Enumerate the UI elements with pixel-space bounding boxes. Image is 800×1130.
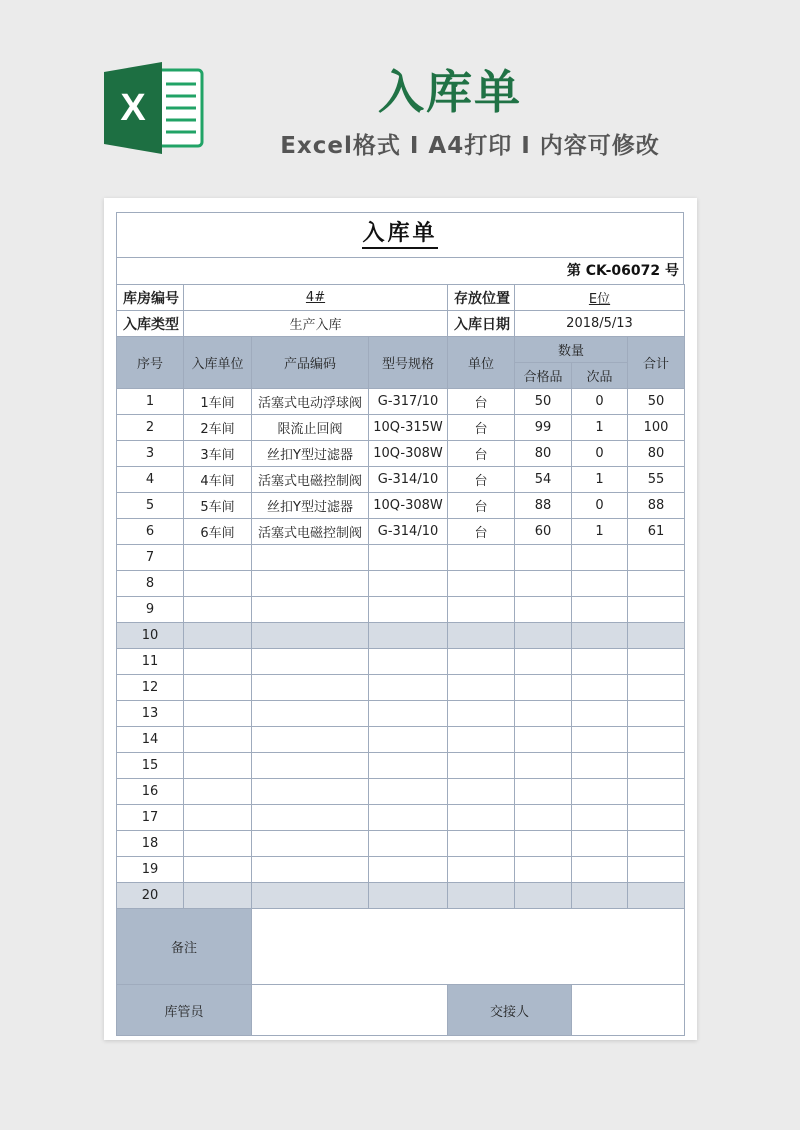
cell-total[interactable] [628,675,685,701]
table-row [117,649,685,675]
cell-model[interactable] [369,883,448,909]
cell-defective[interactable] [572,779,628,805]
cell-qualified[interactable] [515,545,572,571]
date-label: 入库日期 [448,311,515,337]
warehouse-no-cell[interactable] [184,285,448,311]
cell-model[interactable] [369,623,448,649]
cell-unit[interactable] [448,805,515,831]
cell-total[interactable] [628,805,685,831]
cell-product-code[interactable] [252,675,369,701]
cell-total[interactable] [628,701,685,727]
cell-defective[interactable] [572,753,628,779]
cell-model[interactable]: G-317/10 [369,389,448,415]
cell-product-code[interactable] [252,727,369,753]
cell-defective[interactable] [572,545,628,571]
cell-product-code[interactable] [252,649,369,675]
cell-seq[interactable]: 19 [117,857,184,883]
table-row [117,701,685,727]
cell-dept[interactable]: 5车间 [184,493,252,519]
cell-qualified[interactable]: 88 [515,493,572,519]
cell-dept[interactable]: 1车间 [184,389,252,415]
cell-unit[interactable]: 台 [448,389,515,415]
cell-unit[interactable] [448,883,515,909]
cell-unit[interactable]: 台 [448,415,515,441]
cell-product-code[interactable]: 丝扣Y型过滤器 [252,493,369,519]
cell-defective[interactable]: 1 [572,519,628,545]
table-row [117,779,685,805]
cell-model[interactable] [369,571,448,597]
cell-seq[interactable]: 1 [117,389,184,415]
cell-model[interactable] [369,675,448,701]
cell-seq[interactable]: 5 [117,493,184,519]
banner-subtitle: Excel格式 I A4打印 I 内容可修改 [280,133,660,159]
table-row [117,415,685,441]
header-seq: 序号 [117,337,184,389]
cell-defective[interactable] [572,597,628,623]
receipt-table [116,284,685,1036]
cell-qualified[interactable]: 60 [515,519,572,545]
cell-dept[interactable] [184,545,252,571]
banner-title: 入库单 [378,65,522,119]
cell-dept[interactable]: 4车间 [184,467,252,493]
type-label: 入库类型 [117,311,184,337]
header-total: 合计 [628,337,685,389]
cell-defective[interactable] [572,883,628,909]
cell-dept[interactable]: 2车间 [184,415,252,441]
cell-qualified[interactable] [515,805,572,831]
info-row-1 [117,285,685,311]
cell-product-code[interactable] [252,623,369,649]
cell-unit[interactable] [448,753,515,779]
table-row [117,571,685,597]
cell-dept[interactable] [184,831,252,857]
cell-model[interactable]: 10Q-308W [369,441,448,467]
cell-qualified[interactable] [515,597,572,623]
cell-unit[interactable] [448,545,515,571]
cell-dept[interactable] [184,649,252,675]
cell-dept[interactable] [184,857,252,883]
cell-total[interactable] [628,597,685,623]
document-title-row [116,212,684,258]
cell-model[interactable] [369,831,448,857]
header-code: 产品编码 [252,337,369,389]
cell-model[interactable] [369,805,448,831]
table-row [117,467,685,493]
document-title: 入库单 [362,221,437,249]
cell-dept[interactable] [184,779,252,805]
cell-defective[interactable] [572,727,628,753]
cell-unit[interactable] [448,597,515,623]
date-value[interactable]: 2018/5/13 [515,311,685,337]
cell-total[interactable] [628,545,685,571]
cell-dept[interactable] [184,623,252,649]
cell-dept[interactable] [184,883,252,909]
cell-product-code[interactable]: 活塞式电磁控制阀 [252,467,369,493]
cell-product-code[interactable] [252,545,369,571]
table-row [117,597,685,623]
cell-dept[interactable] [184,727,252,753]
table-row [117,545,685,571]
table-row [117,727,685,753]
cell-defective[interactable] [572,805,628,831]
cell-seq[interactable]: 20 [117,883,184,909]
cell-product-code[interactable] [252,597,369,623]
cell-unit[interactable]: 台 [448,493,515,519]
cell-seq[interactable]: 8 [117,571,184,597]
cell-total[interactable] [628,623,685,649]
cell-model[interactable] [369,649,448,675]
keeper-field[interactable] [252,985,448,1036]
excel-logo-letter: X [120,87,146,129]
cell-defective[interactable] [572,623,628,649]
cell-model[interactable] [369,727,448,753]
cell-defective[interactable] [572,701,628,727]
info-row-2 [117,311,685,337]
cell-total[interactable] [628,571,685,597]
handover-field[interactable] [572,985,685,1036]
cell-product-code[interactable] [252,831,369,857]
cell-total[interactable]: 50 [628,389,685,415]
cell-dept[interactable] [184,597,252,623]
header-unit: 单位 [448,337,515,389]
cell-defective[interactable]: 0 [572,389,628,415]
cell-qualified[interactable]: 50 [515,389,572,415]
cell-qualified[interactable] [515,779,572,805]
cell-unit[interactable] [448,701,515,727]
cell-total[interactable]: 61 [628,519,685,545]
cell-qualified[interactable]: 99 [515,415,572,441]
cell-seq[interactable]: 13 [117,701,184,727]
cell-dept[interactable]: 6车间 [184,519,252,545]
table-row [117,857,685,883]
cell-qualified[interactable] [515,883,572,909]
cell-dept[interactable] [184,805,252,831]
cell-model[interactable]: G-314/10 [369,467,448,493]
cell-defective[interactable]: 0 [572,441,628,467]
table-row [117,519,685,545]
cell-seq[interactable]: 7 [117,545,184,571]
cell-defective[interactable] [572,571,628,597]
keeper-label: 库管员 [117,985,252,1036]
item-rows [117,389,685,909]
header-model: 型号规格 [369,337,448,389]
cell-total[interactable] [628,831,685,857]
cell-product-code[interactable] [252,883,369,909]
header-qualified: 合格品 [515,363,572,389]
cell-qualified[interactable] [515,701,572,727]
cell-seq[interactable]: 14 [117,727,184,753]
header-row-1 [117,337,685,363]
cell-total[interactable] [628,753,685,779]
cell-product-code[interactable]: 活塞式电动浮球阀 [252,389,369,415]
cell-qualified[interactable] [515,571,572,597]
cell-total[interactable]: 80 [628,441,685,467]
remarks-label: 备注 [117,909,252,985]
cell-defective[interactable] [572,649,628,675]
table-row [117,493,685,519]
cell-model[interactable] [369,857,448,883]
cell-dept[interactable] [184,675,252,701]
cell-qualified[interactable] [515,727,572,753]
cell-model[interactable]: 10Q-308W [369,493,448,519]
cell-unit[interactable] [448,675,515,701]
header-defective: 次品 [572,363,628,389]
cell-qualified[interactable]: 80 [515,441,572,467]
warehouse-no-value: 4# [305,290,326,305]
type-value[interactable]: 生产入库 [184,311,448,337]
cell-seq[interactable]: 10 [117,623,184,649]
cell-unit[interactable]: 台 [448,467,515,493]
cell-unit[interactable] [448,623,515,649]
cell-unit[interactable] [448,571,515,597]
warehouse-no-label: 库房编号 [117,285,184,311]
cell-unit[interactable]: 台 [448,519,515,545]
cell-seq[interactable]: 3 [117,441,184,467]
cell-defective[interactable] [572,857,628,883]
cell-unit[interactable] [448,831,515,857]
cell-model[interactable] [369,597,448,623]
cell-qualified[interactable]: 54 [515,467,572,493]
cell-unit[interactable]: 台 [448,441,515,467]
cell-seq[interactable]: 15 [117,753,184,779]
cell-product-code[interactable] [252,701,369,727]
cell-total[interactable]: 100 [628,415,685,441]
cell-qualified[interactable] [515,831,572,857]
cell-model[interactable]: 10Q-315W [369,415,448,441]
table-row [117,441,685,467]
cell-defective[interactable]: 0 [572,493,628,519]
cell-defective[interactable] [572,675,628,701]
cell-product-code[interactable]: 活塞式电磁控制阀 [252,519,369,545]
cell-defective[interactable]: 1 [572,467,628,493]
cell-total[interactable] [628,779,685,805]
cell-unit[interactable] [448,857,515,883]
cell-total[interactable] [628,649,685,675]
cell-seq[interactable]: 18 [117,831,184,857]
remarks-field[interactable] [252,909,685,985]
excel-logo-icon [104,62,204,154]
cell-qualified[interactable] [515,675,572,701]
cell-qualified[interactable] [515,753,572,779]
cell-seq[interactable]: 12 [117,675,184,701]
location-value: E位 [588,292,611,307]
remarks-row [117,909,685,985]
location-cell[interactable] [515,285,685,311]
cell-total[interactable]: 88 [628,493,685,519]
cell-dept[interactable] [184,571,252,597]
table-row [117,805,685,831]
cell-product-code[interactable] [252,857,369,883]
table-row [117,831,685,857]
cell-qualified[interactable] [515,623,572,649]
cell-model[interactable] [369,753,448,779]
table-row [117,675,685,701]
cell-qualified[interactable] [515,649,572,675]
cell-product-code[interactable] [252,805,369,831]
cell-model[interactable]: G-314/10 [369,519,448,545]
signature-row [117,985,685,1036]
cell-seq[interactable]: 17 [117,805,184,831]
cell-seq[interactable]: 9 [117,597,184,623]
cell-seq[interactable]: 2 [117,415,184,441]
cell-model[interactable] [369,545,448,571]
header-qty: 数量 [515,337,628,363]
cell-unit[interactable] [448,727,515,753]
cell-total[interactable] [628,727,685,753]
handover-label: 交接人 [448,985,572,1036]
cell-defective[interactable]: 1 [572,415,628,441]
cell-product-code[interactable] [252,571,369,597]
cell-product-code[interactable] [252,753,369,779]
cell-model[interactable] [369,779,448,805]
cell-total[interactable] [628,857,685,883]
table-row [117,883,685,909]
cell-seq[interactable]: 4 [117,467,184,493]
cell-total[interactable] [628,883,685,909]
cell-dept[interactable] [184,701,252,727]
cell-seq[interactable]: 16 [117,779,184,805]
table-row [117,753,685,779]
cell-unit[interactable] [448,649,515,675]
cell-total[interactable]: 55 [628,467,685,493]
cell-product-code[interactable]: 限流止回阀 [252,415,369,441]
cell-unit[interactable] [448,779,515,805]
cell-model[interactable] [369,701,448,727]
cell-product-code[interactable]: 丝扣Y型过滤器 [252,441,369,467]
location-label: 存放位置 [448,285,515,311]
cell-dept[interactable] [184,753,252,779]
cell-dept[interactable]: 3车间 [184,441,252,467]
cell-product-code[interactable] [252,779,369,805]
header-dept: 入库单位 [184,337,252,389]
cell-defective[interactable] [572,831,628,857]
table-row [117,623,685,649]
document-number: 第 CK-06072 号 [116,258,684,284]
cell-seq[interactable]: 11 [117,649,184,675]
table-row [117,389,685,415]
cell-seq[interactable]: 6 [117,519,184,545]
cell-qualified[interactable] [515,857,572,883]
